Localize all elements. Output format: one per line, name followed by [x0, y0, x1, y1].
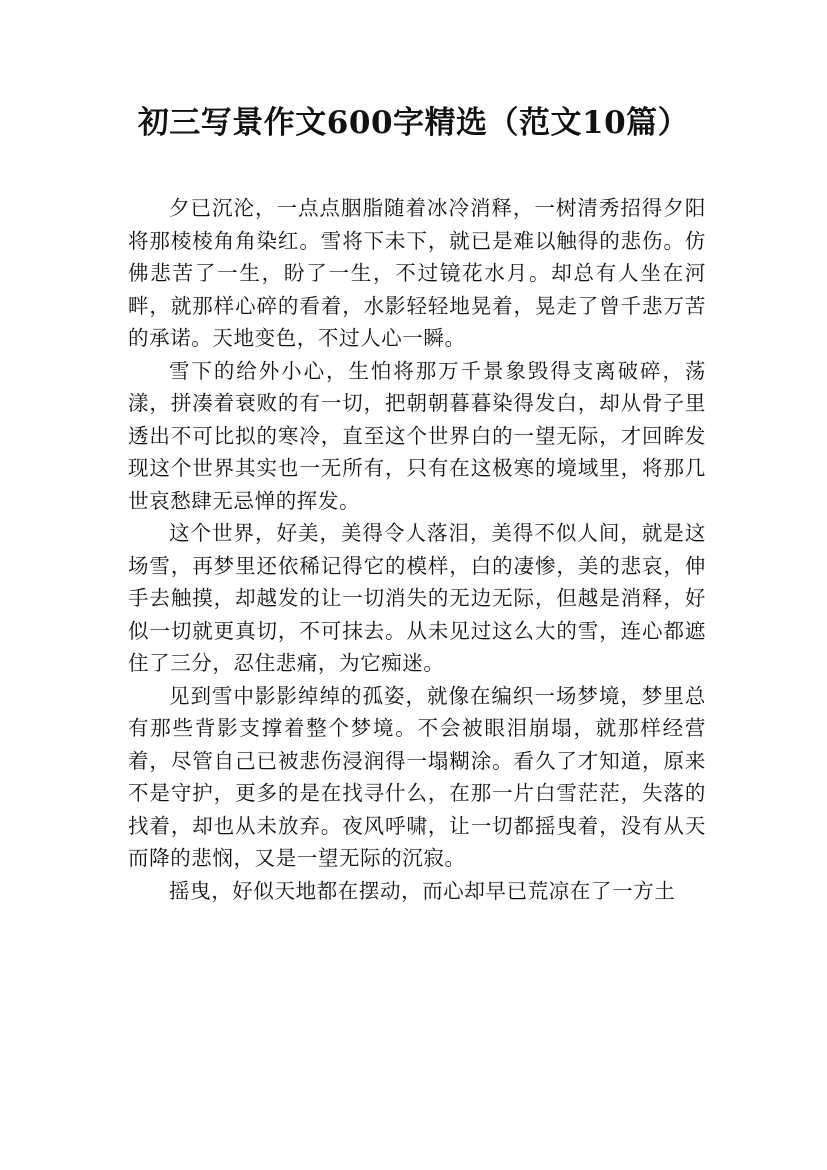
- paragraph-4: 见到雪中影影绰绰的孤姿，就像在编织一场梦境，梦里总有那些背影支撑着整个梦境。不会被眼泪崩塌，就那样经营着，尽管自己已被悲伤浸润得一塌糊涂。看久了才知道，原来不是守护，更多的是在找寻什么，在那一片白雪茫茫，失落的找着，却也从未放弃。夜风呼啸，让一切都摇曳着，没有从天而降的悲悯，又是一望无际的沉寂。: [128, 683, 706, 870]
- document-body: [128, 192, 706, 907]
- paragraph-3: 这个世界，好美，美得令人落泪，美得不似人间，就是这场雪，再梦里还依稀记得它的模样，白的凄惨，美的悲哀，伸手去触摸，却越发的让一切消失的无边无际，但越是消释，好似一切就更真切，不可抹去。从未见过这么大的雪，连心都遮住了三分，忍住悲痛，为它痴迷。: [128, 521, 706, 675]
- paragraph-1: 夕已沉沦，一点点胭脂随着冰冷消释，一树清秀招得夕阳将那棱棱角角染红。雪将下未下，就已是难以触得的悲伤。仿佛悲苦了一生，盼了一生，不过镜花水月。却总有人坐在河畔，就那样心碎的看着，水影轻轻地晃着，晃走了曾千悲万苦的承诺。天地变色，不过人心一瞬。: [128, 196, 706, 350]
- document-title: 初三写景作文600字精选（范文10篇）: [137, 105, 690, 141]
- paragraph-2: 雪下的给外小心，生怕将那万千景象毁得支离破碎，荡漾，拼凑着衰败的有一切，把朝朝暮暮染得发白，却从骨子里透出不可比拟的寒冷，直至这个世界白的一望无际，才回眸发现这个世界其实也一无所有，只有在这极寒的境域里，将那几世哀愁肆无忌惮的挥发。: [128, 358, 706, 513]
- paragraph-5: 摇曳，好似天地都在摆动，而心却早已荒凉在了一方土: [169, 878, 676, 903]
